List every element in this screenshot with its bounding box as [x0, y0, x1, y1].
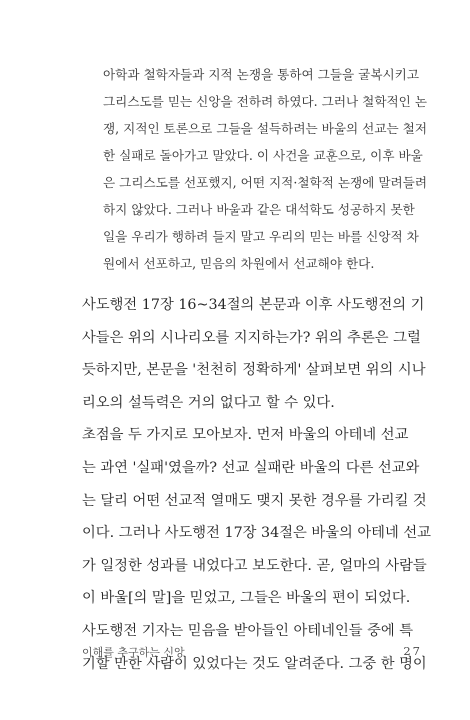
body-line: 이 바울[의 말]을 믿었고, 그들은 바울의 편이 되었다. — [82, 590, 411, 607]
paragraph — [82, 289, 426, 419]
body-line: 가 일정한 성과를 내었다고 보도한다. 곧, 얼마의 사람들 — [82, 557, 427, 574]
quote-line: 그리스도를 믿는 신앙을 전하려 하였다. 그러나 철학적인 논 — [103, 94, 427, 109]
quote-line: 하지 않았다. 그러나 바울과 같은 대석학도 성공하지 못한 — [103, 202, 415, 217]
body-line: 초점을 두 가지로 모아보자. 먼저 바울의 아테네 선교 — [82, 427, 409, 444]
body-line: 사들은 위의 시나리오를 지지하는가? 위의 추론은 그럴 — [82, 329, 421, 346]
body-line: 리오의 설득력은 거의 없다고 할 수 있다. — [82, 394, 335, 411]
paragraph — [82, 419, 431, 680]
body-text — [82, 289, 431, 680]
quote-line: 한 실패로 돌아가고 말았다. 이 사건을 교훈으로, 이후 바울 — [103, 148, 423, 163]
body-line: 기할 만한 사람이 있었다는 것도 알려준다. 그중 한 명이 — [82, 655, 427, 672]
quote-line: 일을 우리가 행하려 들지 말고 우리의 믿는 바를 신앙적 차 — [103, 229, 419, 244]
body-line: 듯하지만, 본문을 '천천히 정확하게' 살펴보면 위의 시나 — [82, 362, 426, 379]
quote-line: 아학과 철학자들과 지적 논쟁을 통하여 그들을 굴복시키고 — [103, 67, 419, 82]
quote-line: 은 그리스도를 선포했지, 어떤 지적·철학적 논쟁에 말려들려 — [103, 175, 427, 190]
block-quote — [103, 61, 427, 277]
quote-line: 원에서 선포하고, 믿음의 차원에서 선교해야 한다. — [103, 256, 375, 271]
body-line: 는 달리 어떤 선교적 열매도 맺지 못한 경우를 가리킬 것 — [82, 492, 427, 509]
body-line: 는 과연 '실패'였을까? 선교 실패란 바울의 다른 선교와 — [82, 459, 420, 476]
page-footer — [82, 644, 422, 664]
quote-line: 쟁, 지적인 토론으로 그들을 설득하려는 바울의 선교는 철저 — [103, 121, 427, 136]
running-title: 이해를 추구하는 신앙 — [82, 646, 185, 659]
page-number: 27 — [403, 644, 422, 658]
body-line: 사도행전 기자는 믿음을 받아들인 아테네인들 중에 특 — [82, 622, 414, 639]
body-line: 사도행전 17장 16~34절의 본문과 이후 사도행전의 기 — [82, 297, 425, 313]
body-line: 이다. 그러나 사도행전 17장 34절은 바울의 아테네 선교 — [82, 525, 431, 542]
